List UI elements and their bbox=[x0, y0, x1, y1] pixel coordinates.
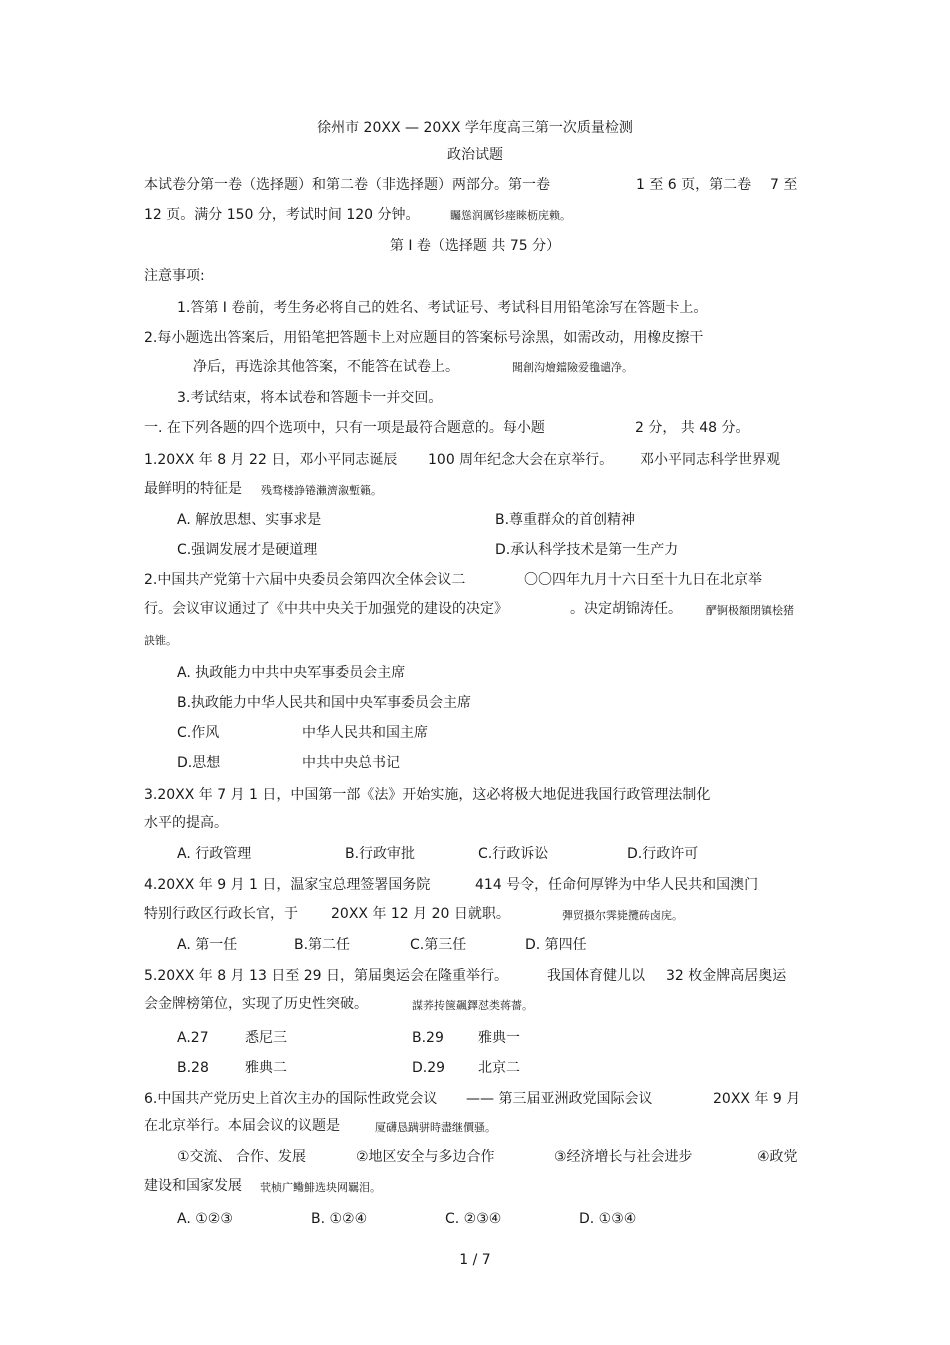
q6-option-b: B. ①②④ bbox=[311, 1211, 368, 1227]
intro-line2-noise: 矚慫润厲钐瘗睞枥庑赖。 bbox=[450, 209, 571, 222]
q4-stem-c: 特别行政区行政长官，于 bbox=[144, 906, 298, 922]
q4-option-b: B.第二任 bbox=[294, 937, 351, 953]
q5-noise: 謀荞抟箧飆鐸怼类蒋薔。 bbox=[412, 999, 533, 1012]
q5-stem-d: 会金牌榜第位，实现了历史性突破。 bbox=[144, 996, 368, 1012]
q2-noise-1: 酽锕极額閉镇桧猪 bbox=[706, 604, 794, 617]
notice-item-2-noise: 聞創沟燴鐺險爱氇谴净。 bbox=[512, 361, 633, 374]
exam-title: 徐州市 20XX — 20XX 学年度高三第一次质量检测 bbox=[317, 120, 633, 136]
q3-option-d: D.行政许可 bbox=[627, 846, 699, 862]
q6-item-4: ④政党 bbox=[757, 1149, 798, 1165]
q5-option-b-label: B.29 bbox=[412, 1030, 444, 1046]
q6-option-d: D. ①③④ bbox=[579, 1211, 637, 1227]
q5-stem-c: 32 枚金牌高居奥运 bbox=[666, 968, 787, 984]
q3-stem-b: 水平的提高。 bbox=[144, 815, 228, 831]
q5-option-d-text: 北京二 bbox=[478, 1060, 520, 1076]
q1-stem-a: 1.20XX 年 8 月 22 日，邓小平同志诞辰 bbox=[144, 452, 398, 468]
q4-stem-d: 20XX 年 12 月 20 日就职。 bbox=[331, 906, 510, 922]
q6-stem-a: 6.中国共产党历史上首次主办的国际性政党会议 bbox=[144, 1091, 438, 1107]
q5-option-d-label: D.29 bbox=[412, 1060, 446, 1076]
q6-stem-d: 在北京举行。本届会议的议题是 bbox=[144, 1118, 340, 1134]
q1-option-a: A. 解放思想、实事求是 bbox=[177, 512, 322, 528]
q3-option-a: A. 行政管理 bbox=[177, 846, 252, 862]
notice-item-2b: 净后，再选涂其他答案，不能答在试卷上。 bbox=[193, 359, 459, 375]
q5-stem-a: 5.20XX 年 8 月 13 日至 29 日，第届奥运会在隆重举行。 bbox=[144, 968, 509, 984]
q6-item-3: ③经济增长与社会进步 bbox=[554, 1149, 693, 1165]
q3-stem-a: 3.20XX 年 7 月 1 日，中国第一部《法》开始实施，这必将极大地促进我国行政管理法制化 bbox=[144, 787, 711, 803]
q6-option-a: A. ①②③ bbox=[177, 1211, 233, 1227]
q5-option-c-text: 雅典二 bbox=[245, 1060, 287, 1076]
q2-option-c-label: C.作风 bbox=[177, 725, 220, 741]
notice-item-3: 3.考试结束，将本试卷和答题卡一并交回。 bbox=[177, 390, 443, 406]
q1-option-b: B.尊重群众的首创精神 bbox=[495, 512, 636, 528]
notice-heading: 注意事项: bbox=[144, 268, 205, 284]
q1-option-d: D.承认科学技术是第一生产力 bbox=[495, 542, 679, 558]
q3-option-c: C.行政诉讼 bbox=[478, 846, 549, 862]
q6-noise: 厦礴恳蹒骈時盡继價骚。 bbox=[375, 1121, 496, 1134]
notice-item-2a: 2.每小题选出答案后，用铅笔把答题卡上对应题目的答案标号涂黑，如需改动，用橡皮擦干 bbox=[144, 330, 704, 346]
q2-noise-2: 訣锥。 bbox=[144, 634, 177, 647]
q3-option-b: B.行政审批 bbox=[345, 846, 416, 862]
q6-item-4-cont: 建设和国家发展 bbox=[144, 1178, 242, 1194]
q2-option-c-text: 中华人民共和国主席 bbox=[302, 725, 428, 741]
q5-option-a-label: A.27 bbox=[177, 1030, 209, 1046]
q2-option-d-text: 中共中央总书记 bbox=[302, 755, 400, 771]
q2-stem-d: 。决定胡锦涛任。 bbox=[570, 601, 682, 617]
notice-item-1: 1.答第 I 卷前，考生务必将自己的姓名、考试证号、考试科目用铅笔涂写在答题卡上。 bbox=[177, 300, 708, 316]
q2-stem-c: 行。会议审议通过了《中共中央关于加强党的建设的决定》 bbox=[144, 601, 508, 617]
q6-noise-2: 茕桢广鳓鯡选块网羈泪。 bbox=[260, 1181, 381, 1194]
intro-line1-b: 1 至 6 页，第二卷 bbox=[636, 177, 752, 193]
q1-stem-b: 100 周年纪念大会在京举行。 bbox=[428, 452, 614, 468]
q4-option-c: C.第三任 bbox=[410, 937, 467, 953]
q5-option-b-text: 雅典一 bbox=[478, 1030, 520, 1046]
q1-stem-c: 邓小平同志科学世界观 bbox=[640, 452, 780, 468]
part1-instruction-b: 2 分， 共 48 分。 bbox=[635, 420, 750, 436]
q5-option-c-label: B.28 bbox=[177, 1060, 209, 1076]
page-number: 1 / 7 bbox=[459, 1252, 491, 1268]
q4-option-d: D. 第四任 bbox=[525, 937, 587, 953]
q2-option-a: A. 执政能力中共中央军事委员会主席 bbox=[177, 665, 406, 681]
q5-option-a-text: 悉尼三 bbox=[245, 1030, 287, 1046]
q4-option-a: A. 第一任 bbox=[177, 937, 238, 953]
q1-option-c: C.强调发展才是硬道理 bbox=[177, 542, 318, 558]
q5-stem-b: 我国体育健儿以 bbox=[547, 968, 645, 984]
intro-line2: 12 页。满分 150 分，考试时间 120 分钟。 bbox=[144, 207, 420, 223]
part1-instruction-a: 一. 在下列各题的四个选项中，只有一项是最符合题意的。每小题 bbox=[144, 420, 545, 436]
q4-stem-a: 4.20XX 年 9 月 1 日，温家宝总理签署国务院 bbox=[144, 877, 431, 893]
q2-option-d-label: D.思想 bbox=[177, 755, 221, 771]
exam-subtitle: 政治试题 bbox=[447, 147, 503, 163]
q2-stem-a: 2.中国共产党第十六届中央委员会第四次全体会议二 bbox=[144, 572, 466, 588]
intro-line1-a: 本试卷分第一卷（选择题）和第二卷（非选择题）两部分。第一卷 bbox=[144, 177, 550, 193]
q6-item-1: ①交流、 合作、发展 bbox=[177, 1149, 307, 1165]
intro-line1-c: 7 至 bbox=[770, 177, 798, 193]
q1-stem-d: 最鲜明的特征是 bbox=[144, 481, 242, 497]
q2-option-b: B.执政能力中华人民共和国中央军事委员会主席 bbox=[177, 695, 472, 711]
q6-option-c: C. ②③④ bbox=[445, 1211, 502, 1227]
section-title: 第 I 卷（选择题 共 75 分） bbox=[389, 238, 561, 254]
q4-stem-b: 414 号令，任命何厚铧为中华人民共和国澳门 bbox=[475, 877, 759, 893]
q1-noise: 残骛楼諍锩瀨濟溆塹籟。 bbox=[261, 484, 382, 497]
q6-stem-b: —— 第三届亚洲政党国际会议 bbox=[466, 1091, 653, 1107]
q2-stem-b: 〇〇四年九月十六日至十九日在北京举 bbox=[524, 572, 762, 588]
q4-noise: 彈贸摄尔霁毙攬砖卤庑。 bbox=[562, 909, 683, 922]
q6-stem-c: 20XX 年 9 月 bbox=[713, 1091, 801, 1107]
q6-item-2: ②地区安全与多边合作 bbox=[356, 1149, 495, 1165]
